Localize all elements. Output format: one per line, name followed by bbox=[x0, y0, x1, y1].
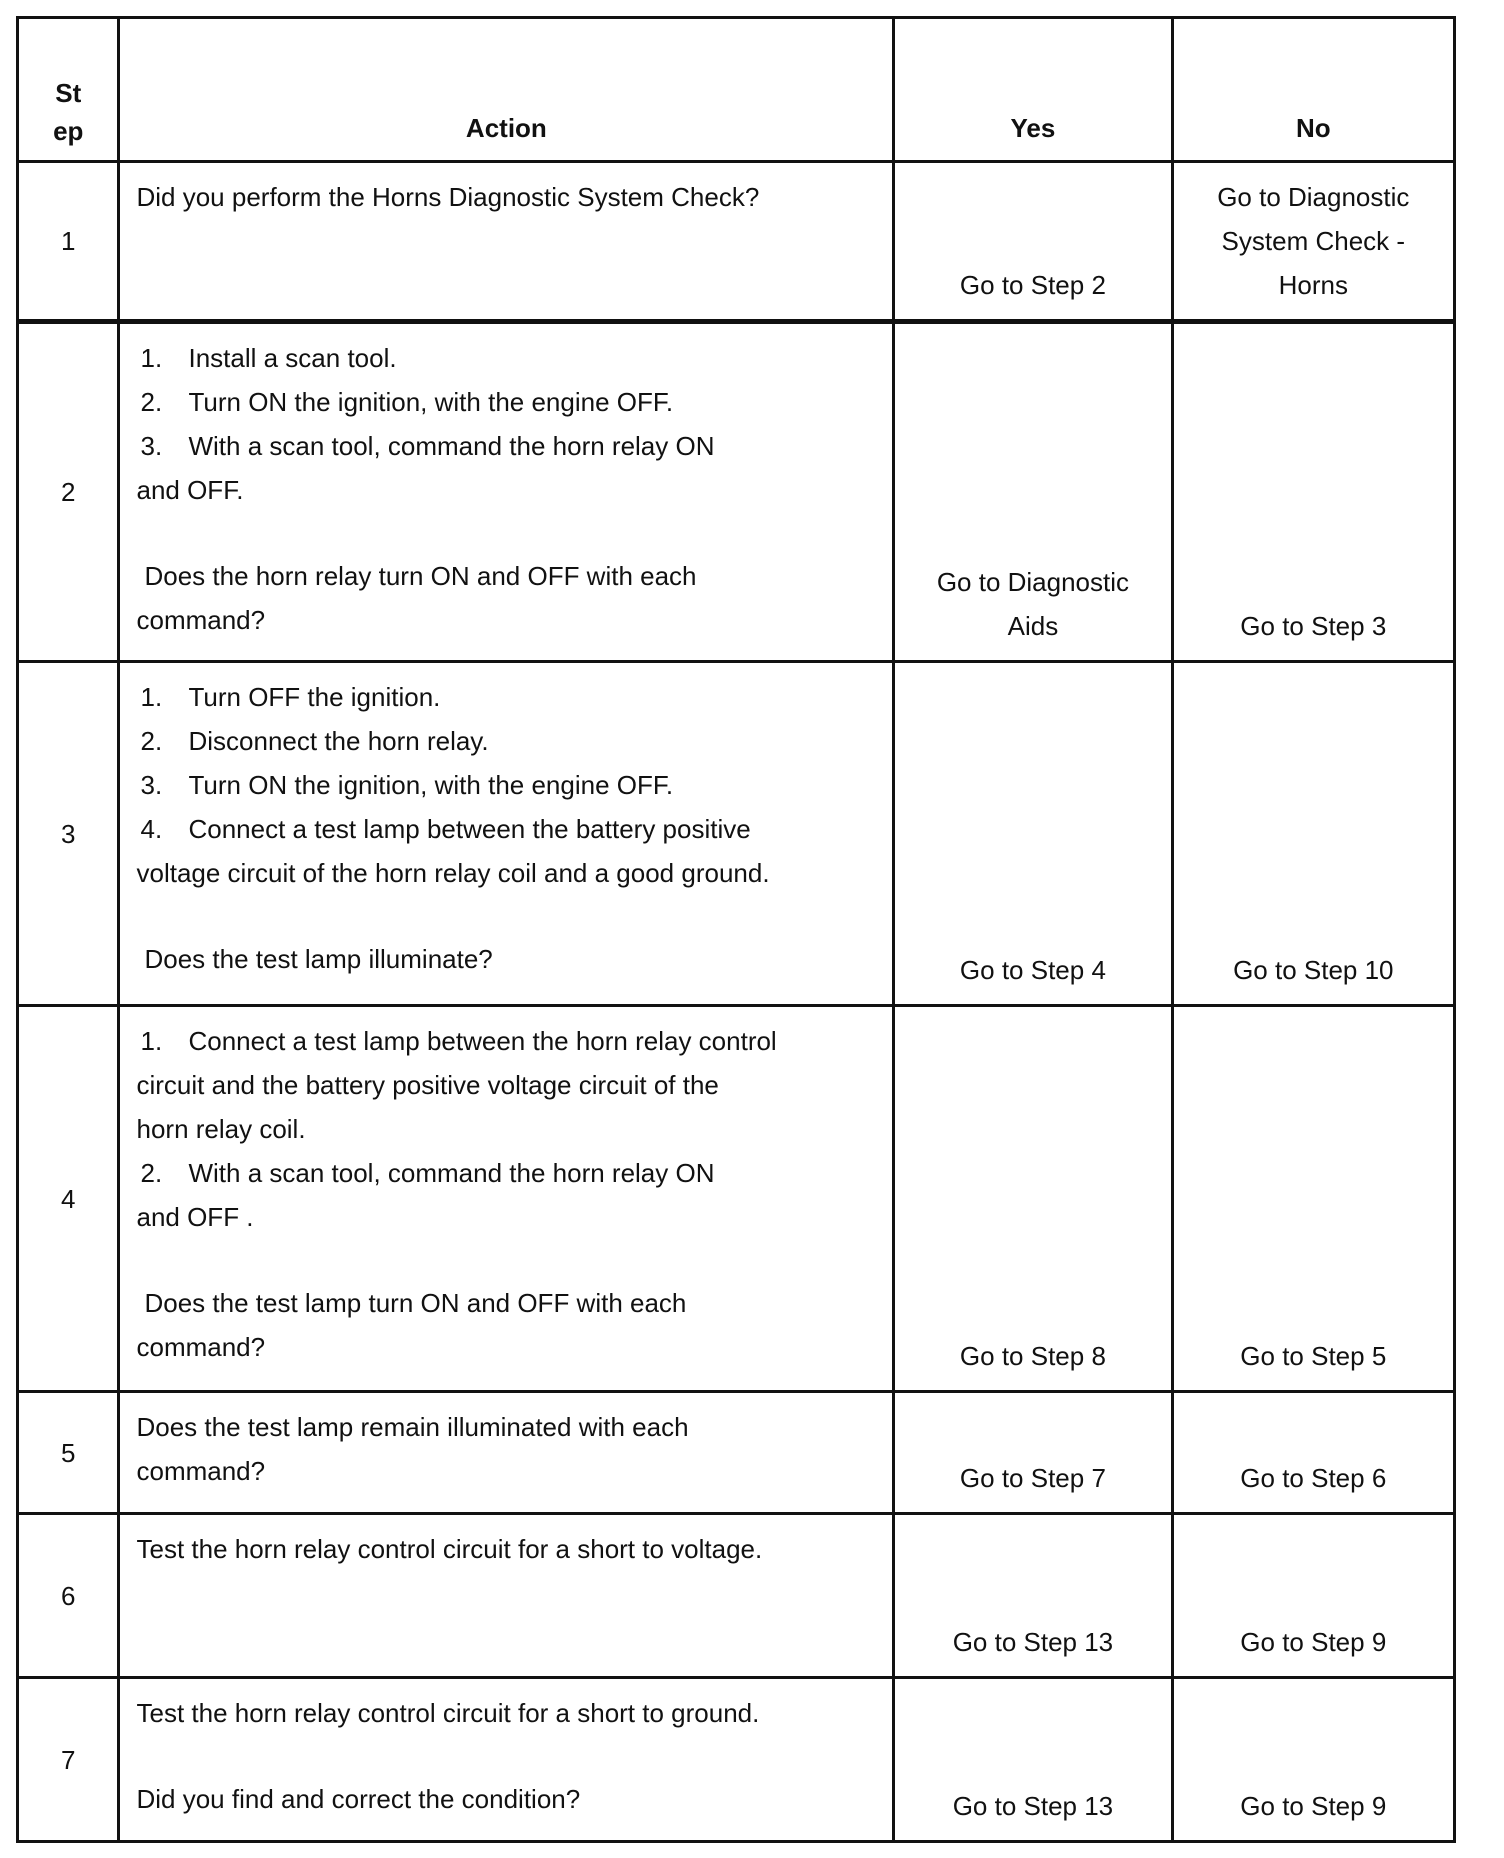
action-text: command? bbox=[136, 1456, 266, 1486]
action-text: Test the horn relay control circuit for a short to ground. bbox=[136, 1698, 760, 1728]
yes-line: Aids bbox=[1007, 611, 1059, 641]
list-item-text: Install a scan tool. bbox=[188, 343, 397, 373]
list-item: 2. With a scan tool, command the horn relay ON bbox=[140, 1158, 715, 1188]
question-text: Does the horn relay turn ON and OFF with each bbox=[144, 561, 697, 591]
list-item-text: Turn ON the ignition, with the engine OFF. bbox=[188, 387, 674, 417]
header-step-line2: ep bbox=[53, 116, 84, 146]
table-header-row bbox=[18, 18, 1455, 162]
step-number: 6 bbox=[18, 1514, 119, 1678]
list-item-continuation: and OFF. bbox=[136, 475, 244, 505]
action-cell bbox=[119, 1514, 894, 1678]
list-item-text: Turn ON the ignition, with the engine OFF. bbox=[188, 770, 674, 800]
list-item-continuation: and OFF . bbox=[136, 1202, 254, 1232]
action-cell bbox=[119, 1392, 894, 1514]
table-row bbox=[18, 1514, 1455, 1678]
action-cell bbox=[119, 1678, 894, 1842]
yes-cell: Go to Step 13 bbox=[894, 1678, 1172, 1842]
no-cell: Go to Step 9 bbox=[1172, 1678, 1454, 1842]
list-item: 1. Turn OFF the ignition. bbox=[140, 682, 441, 712]
step-number: 1 bbox=[18, 162, 119, 322]
list-item-text: With a scan tool, command the horn relay ON bbox=[188, 431, 715, 461]
diagnostic-table bbox=[16, 16, 1456, 1843]
yes-cell bbox=[894, 322, 1172, 662]
table-row bbox=[18, 322, 1455, 662]
action-cell bbox=[119, 322, 894, 662]
step-number: 3 bbox=[18, 662, 119, 1006]
table-row bbox=[18, 662, 1455, 1006]
header-step bbox=[18, 18, 119, 162]
list-item-continuation: voltage circuit of the horn relay coil and a good ground. bbox=[136, 858, 770, 888]
header-action: Action bbox=[119, 18, 894, 162]
no-cell: Go to Step 10 bbox=[1172, 662, 1454, 1006]
yes-line: Go to Diagnostic bbox=[936, 567, 1130, 597]
yes-cell: Go to Step 2 bbox=[894, 162, 1172, 322]
list-item-text: Connect a test lamp between the horn relay control bbox=[188, 1026, 777, 1056]
yes-cell: Go to Step 7 bbox=[894, 1392, 1172, 1514]
no-cell: Go to Step 9 bbox=[1172, 1514, 1454, 1678]
list-item-text: With a scan tool, command the horn relay ON bbox=[188, 1158, 715, 1188]
no-cell bbox=[1172, 162, 1454, 322]
list-item: 3. Turn ON the ignition, with the engine OFF. bbox=[140, 770, 674, 800]
list-item: 3. With a scan tool, command the horn relay ON bbox=[140, 431, 715, 461]
header-step-line1: St bbox=[55, 78, 82, 108]
question-text: command? bbox=[136, 605, 266, 635]
no-cell: Go to Step 5 bbox=[1172, 1006, 1454, 1392]
yes-cell: Go to Step 8 bbox=[894, 1006, 1172, 1392]
action-cell bbox=[119, 1006, 894, 1392]
question-text: Does the test lamp illuminate? bbox=[144, 944, 493, 974]
list-item: 4. Connect a test lamp between the battery positive bbox=[140, 814, 751, 844]
no-line: System Check - bbox=[1221, 226, 1406, 256]
list-item-text: Turn OFF the ignition. bbox=[188, 682, 441, 712]
list-item-text: Connect a test lamp between the battery positive bbox=[188, 814, 751, 844]
table-row bbox=[18, 162, 1455, 322]
header-yes: Yes bbox=[894, 18, 1172, 162]
step-number: 7 bbox=[18, 1678, 119, 1842]
yes-cell: Go to Step 13 bbox=[894, 1514, 1172, 1678]
yes-cell: Go to Step 4 bbox=[894, 662, 1172, 1006]
list-item: 2. Disconnect the horn relay. bbox=[140, 726, 489, 756]
step-number: 4 bbox=[18, 1006, 119, 1392]
header-no: No bbox=[1172, 18, 1454, 162]
no-cell: Go to Step 6 bbox=[1172, 1392, 1454, 1514]
no-cell: Go to Step 3 bbox=[1172, 322, 1454, 662]
question-text: Does the test lamp turn ON and OFF with each bbox=[144, 1288, 687, 1318]
list-item: 2. Turn ON the ignition, with the engine OFF. bbox=[140, 387, 674, 417]
step-number: 2 bbox=[18, 322, 119, 662]
no-line: Go to Diagnostic bbox=[1217, 182, 1410, 212]
question-text: Did you find and correct the condition? bbox=[136, 1784, 581, 1814]
question-text: command? bbox=[136, 1332, 266, 1362]
no-line: Horns bbox=[1278, 270, 1348, 300]
list-item: 1. Connect a test lamp between the horn relay control bbox=[140, 1026, 777, 1056]
table-row bbox=[18, 1392, 1455, 1514]
action-text: Did you perform the Horns Diagnostic System Check? bbox=[136, 182, 760, 212]
list-item-continuation: horn relay coil. bbox=[136, 1114, 306, 1144]
table-row bbox=[18, 1678, 1455, 1842]
action-text: Does the test lamp remain illuminated with each bbox=[136, 1412, 689, 1442]
action-text: Test the horn relay control circuit for a short to voltage. bbox=[136, 1534, 763, 1564]
list-item: 1. Install a scan tool. bbox=[140, 343, 397, 373]
list-item-continuation: circuit and the battery positive voltage circuit of the bbox=[136, 1070, 719, 1100]
table-row bbox=[18, 1006, 1455, 1392]
action-cell bbox=[119, 162, 894, 322]
list-item-text: Disconnect the horn relay. bbox=[188, 726, 489, 756]
action-cell bbox=[119, 662, 894, 1006]
step-number: 5 bbox=[18, 1392, 119, 1514]
